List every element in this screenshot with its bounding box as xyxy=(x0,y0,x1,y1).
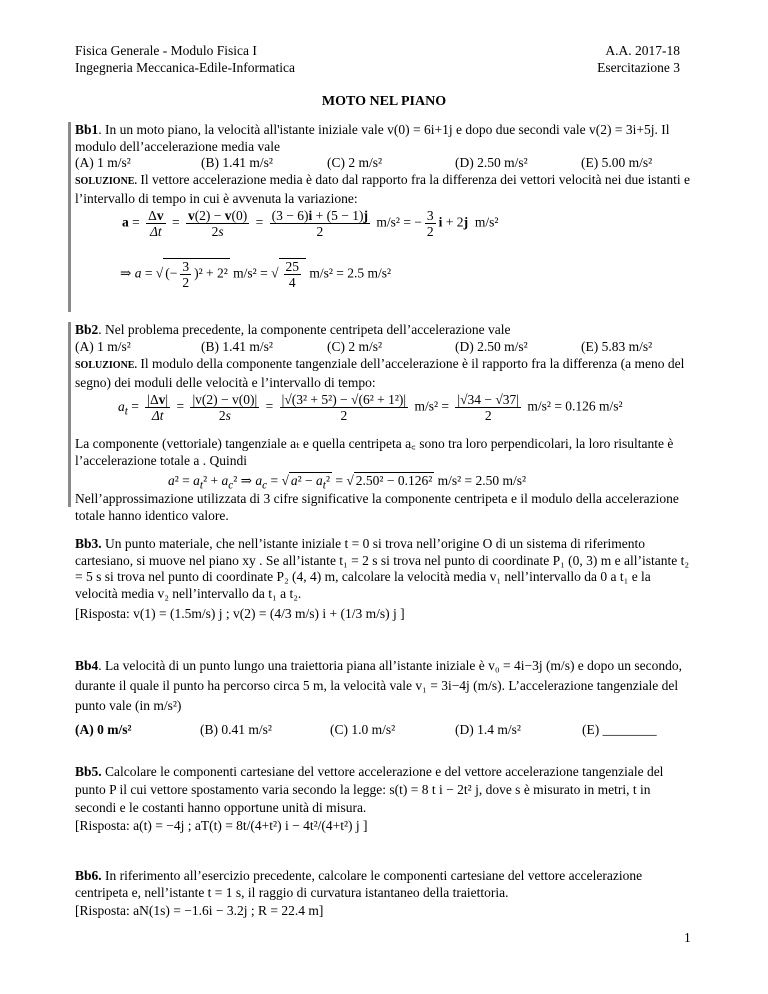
problem-bb5 xyxy=(75,763,695,817)
option: (A) 1 m/s² xyxy=(75,155,131,170)
solution-bb1 xyxy=(75,172,695,207)
option: (B) 0.41 m/s² xyxy=(200,722,272,737)
solution-bb2 xyxy=(75,356,695,391)
header-program: Ingegneria Meccanica-Edile-Informatica xyxy=(75,60,295,75)
equation-centripetal-acceleration: $a^2 = a_t^2 + a_c^2$ ⇒ $a_c$ = √ $a^2 - a_t^2$ = √ 2.50² − 0.126² m/s² = 2.50 m/s² xyxy=(168,473,527,492)
option: (B) 1.41 m/s² xyxy=(201,155,273,170)
option: (A) 1 m/s² xyxy=(75,339,131,354)
problem-text: . La velocità di un punto lungo una traiettoria piana all’istante iniziale è v₀ = 4i−3j (m/s) e dopo un secondo, durante il quale il punto ha percorso circa 5 m, la velocità vale v₁ = 3i−4j (m/s). L’accelerazione tangenziale del punto vale (in m/s²) xyxy=(75,658,683,713)
problem-text: Un punto materiale, che nell’istante iniziale t = 0 si trova nell’origine O di un sistema di riferimento cartesiano, si muove nel piano xy . Se all’istante t₁ = 2 s si trova nel punto di coordinate P₁ (0, 3) m e all’istante t₂ = 5 s si trova nel punto di coordinate P₂ (4, 4) m, calcolare la velocità media v₁ nell’intervallo da 0 a t₁ e la velocità media v₂ nell’intervallo da t₁ a t₂. xyxy=(75,536,690,601)
problem-bb4 xyxy=(75,656,695,716)
answer-bb5: [Risposta: a(t) = −4j ; aT(t) = 8t/(4+t²) i − 4t²/(4+t²) j ] xyxy=(75,818,368,833)
solution-text: Il vettore accelerazione media è dato dal rapporto fra la differenza dei vettori velocità nei due istanti e l’intervallo di tempo in cui è avvenuta la variazione: xyxy=(75,172,690,206)
solution-text: Il modulo della componente tangenziale dell’accelerazione è il rapporto fra la differenza (a meno del segno) dei moduli delle velocità e l’intervallo di tempo: xyxy=(75,356,685,390)
option: (C) 2 m/s² xyxy=(327,155,383,170)
equation-acceleration-modulus: ⇒ a = √ (− $\frac{3}{2}$ )² + 2² m/s² = √ $\frac{25}{4}$ m/s² = 2.5 m/s² xyxy=(120,259,392,290)
equation-average-acceleration: a = $\frac{\Delta v}{\Delta t}$ = $\frac{v(2) - v(0)}{2s}$ = $\frac{(3 - 6)i + (5 - 1)j}{2}$ m/s² = − $\frac{3}{2}$ i + 2j m/s² xyxy=(122,208,499,239)
options-bb1 xyxy=(75,155,695,172)
change-bar xyxy=(68,122,71,312)
options-bb2 xyxy=(75,339,695,356)
solution-label: SOLUZIONE. xyxy=(75,360,137,371)
answer-bb3: [Risposta: v(1) = (1.5m/s) j ; v(2) = (4/3 m/s) i + (1/3 m/s) j ] xyxy=(75,606,405,621)
paragraph-bb2-components: La componente (vettoriale) tangenziale aₜ e quella centripeta a꜀ sono tra loro perpendicolari, la loro risultante è l’accelerazione totale a . Quindi xyxy=(75,436,674,468)
problem-bb6 xyxy=(75,868,695,901)
problem-bb2 xyxy=(75,322,695,339)
problem-label: Bb3. xyxy=(75,536,102,551)
solution-label: SOLUZIONE. xyxy=(75,176,137,187)
equation-tangential-acceleration: $a_t$ = $\frac{|\Delta v|}{\Delta t}$ = $\frac{|v(2) - v(0)|}{2s}$ = $\frac{\text{|√(3² + 5²) − √(6² + 1²)|}}{2}$ m/s² = $\frac{|√34 - √37|}{2}$ m/s² = 0.126 m/s² xyxy=(118,392,623,423)
change-bar xyxy=(68,322,71,507)
option: (E) 5.00 m/s² xyxy=(581,155,653,170)
page-title: MOTO NEL PIANO xyxy=(321,94,447,109)
answer-bb6: [Risposta: aN(1s) = −1.6i − 3.2j ; R = 22.4 m] xyxy=(75,903,324,918)
options-bb4 xyxy=(75,722,695,739)
option: (E) ________ xyxy=(582,722,657,737)
problem-label: Bb1 xyxy=(75,122,99,137)
header-course: Fisica Generale - Modulo Fisica I xyxy=(75,43,257,58)
problem-label: Bb6. xyxy=(75,868,102,883)
problem-bb1 xyxy=(75,122,695,155)
option: (A) 0 m/s² xyxy=(75,722,132,737)
option: (C) 1.0 m/s² xyxy=(330,722,396,737)
option: (D) 1.4 m/s² xyxy=(455,722,521,737)
page-number: 1 xyxy=(684,930,691,945)
problem-text: Calcolare le componenti cartesiane del vettore accelerazione e del vettore accelerazione tangenziale del punto P il cui vettore spostamento varia secondo la legge: s(t) = 8 t i − 2t² j, dove s è misurato in metri, t in secondi e le costanti hanno opportune unità di misura. xyxy=(75,764,664,815)
option: (B) 1.41 m/s² xyxy=(201,339,273,354)
option: (C) 2 m/s² xyxy=(327,339,383,354)
problem-text: In riferimento all’esercizio precedente, calcolare le componenti cartesiane del vettore accelerazione centripeta e, nell’istante t = 1 s, il raggio di curvatura istantaneo della traiettoria. xyxy=(75,868,643,900)
option: (D) 2.50 m/s² xyxy=(455,155,528,170)
header-year: A.A. 2017-18 xyxy=(605,43,680,58)
problem-text: . Nel problema precedente, la componente centripeta dell’accelerazione vale xyxy=(98,322,511,337)
header-exercise: Esercitazione 3 xyxy=(597,60,680,75)
problem-bb3 xyxy=(75,536,695,602)
problem-text: . In un moto piano, la velocità all'istante iniziale vale v(0) = 6i+1j e dopo due secondi vale v(2) = 3i+5j. Il modulo dell’accelerazione media vale xyxy=(75,122,670,154)
problem-label: Bb5. xyxy=(75,764,102,779)
option: (D) 2.50 m/s² xyxy=(455,339,528,354)
paragraph-bb2-note: Nell’approssimazione utilizzata di 3 cifre significative la componente centripeta e il modulo della accelerazione totale hanno identico valore. xyxy=(75,491,679,523)
problem-label: Bb4 xyxy=(75,658,99,673)
problem-label: Bb2 xyxy=(75,322,99,337)
option: (E) 5.83 m/s² xyxy=(581,339,653,354)
